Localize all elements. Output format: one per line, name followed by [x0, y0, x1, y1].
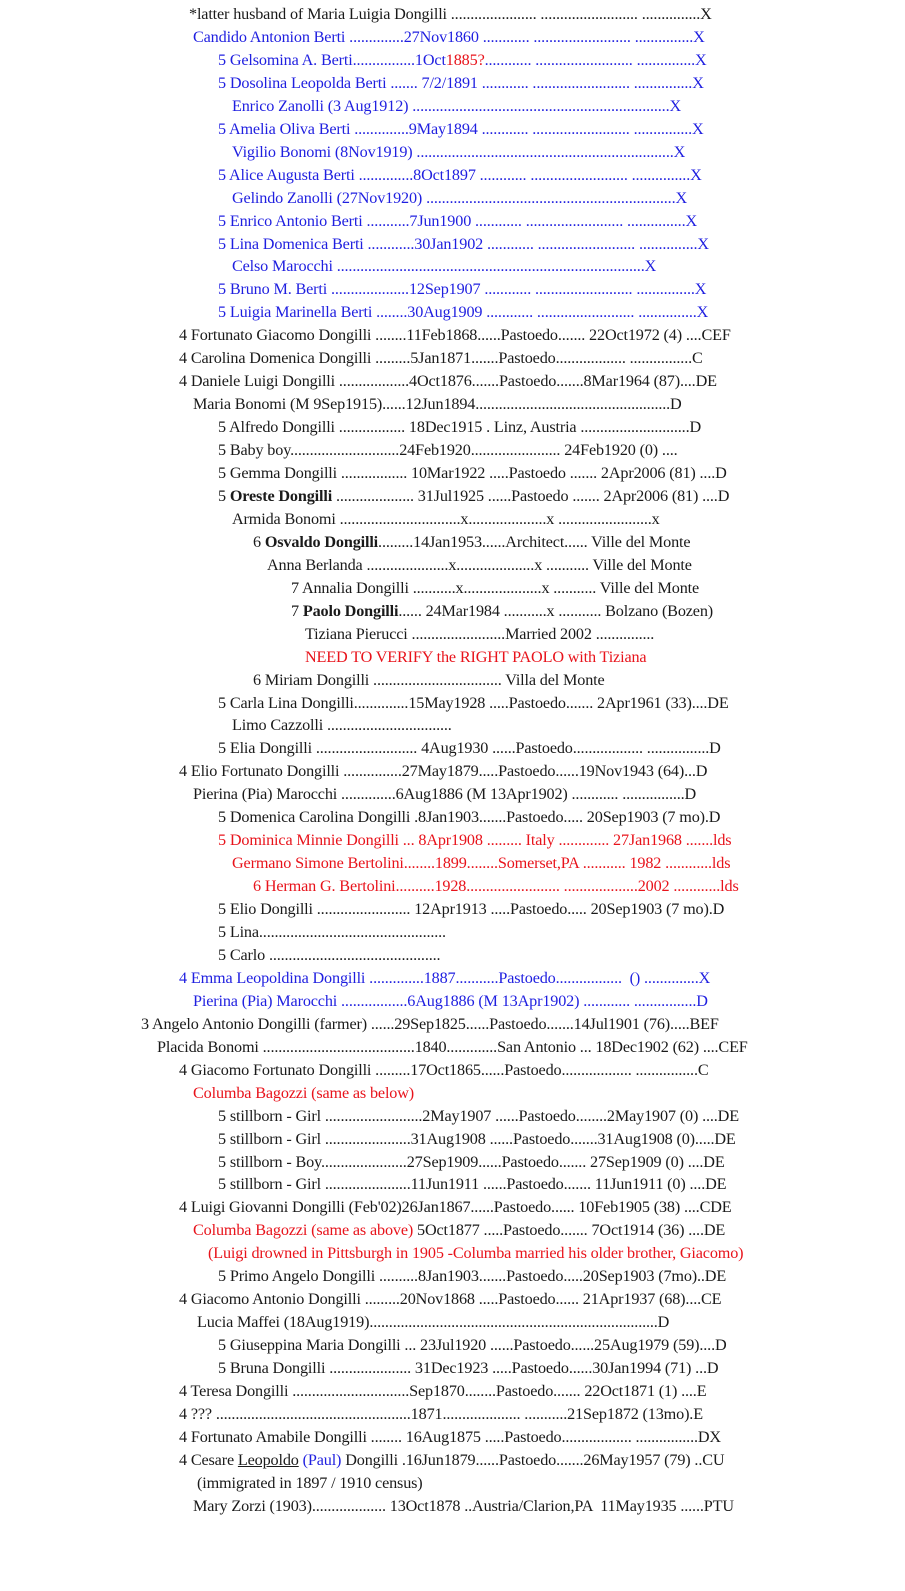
record-text: 5 Amelia Oliva Berti ..............9May1894 ............ ......................... ...............X — [218, 119, 704, 138]
record-line — [218, 1358, 718, 1378]
record-text: Mary Zorzi (1903)................... 13Oct1878 ..Austria/Clarion,PA 11May1935 ......PTU — [193, 1496, 734, 1515]
record-line — [179, 1427, 721, 1447]
record-line — [193, 1496, 734, 1516]
record-text: Celso Marocchi ...............................................................................X — [232, 257, 657, 276]
record-text: 5 Dominica Minnie Dongilli ... 8Apr1908 ......... Italy ............. 27Jan1968 .......lds — [218, 831, 732, 850]
record-line — [179, 1381, 706, 1401]
record-line — [232, 853, 730, 873]
record-line — [179, 1450, 724, 1470]
record-text: 5Oct1877 .....Pastoedo....... 7Oct1914 (36) ....DE — [413, 1221, 726, 1240]
record-text: 5 Primo Angelo Dongilli ..........8Jan1903.......Pastoedo.....20Sep1903 (7mo)..DE — [218, 1267, 727, 1286]
record-text: ............ ......................... ...............X — [484, 50, 707, 69]
record-text: 5 Elio Dongilli ........................ 12Apr1913 .....Pastoedo..... 20Sep1903 (7 mo).D — [218, 900, 725, 919]
record-text: Columba Bagozzi (same as above) — [193, 1221, 414, 1240]
record-line — [218, 211, 697, 231]
record-text: Placida Bonomi .......................................1840.............San Antonio ... 18Dec1902 (62) ....CEF — [157, 1037, 748, 1056]
record-line — [179, 761, 707, 781]
record-text: (Luigi drowned in Pittsburgh in 1905 -Columba married his older brother, Giacomo) — [208, 1244, 744, 1263]
record-text: 5 Carlo ............................................ — [218, 945, 441, 964]
record-text: 5 Gemma Dongilli ................. 10Mar1922 .....Pastoedo ....... 2Apr2006 (81) ....D — [218, 464, 727, 482]
record-line — [267, 555, 692, 575]
record-text: Dongilli .16Jun1879......Pastoedo.......26May1957 (79) ..CU — [341, 1450, 725, 1469]
record-text: 4 ??? ..................................................1871.................... ...........21Sep1872 (13mo).E — [179, 1404, 703, 1423]
record-text: Lucia Maffei (18Aug1919)..........................................................................D — [197, 1313, 670, 1332]
record-line — [179, 325, 731, 345]
record-line — [232, 509, 660, 529]
record-text: 6 Miriam Dongilli ................................. Villa del Monte — [253, 670, 605, 689]
record-text: 7 Annalia Dongilli ...........x....................x ........... Ville del Monte — [291, 578, 700, 597]
record-line — [305, 624, 654, 644]
record-text: Anna Berlanda .....................x....................x ........... Ville del Monte — [267, 555, 692, 574]
record-text: Vigilio Bonomi (8Nov1919) ..................................................................X — [232, 142, 686, 161]
record-text: 5 Baby boy............................24Feb1920....................... 24Feb1920 (0) .... — [218, 441, 678, 460]
record-text: Tiziana Pierucci ........................Married 2002 ............... — [305, 624, 655, 643]
record-text: 5 Alfredo Dongilli ................. 18Dec1915 . Linz, Austria ............................D — [218, 418, 702, 437]
record-line — [218, 899, 724, 919]
record-text: Oreste Dongilli — [229, 486, 333, 505]
record-line — [218, 50, 707, 70]
record-text: ...... 24Mar1984 ...........x ........... Bolzano (Bozen) — [398, 601, 714, 620]
record-text: 4 Daniele Luigi Dongilli ..................4Oct1876.......Pastoedo.......8Mar1964 (87)....DE — [179, 372, 717, 391]
record-text: Maria Bonomi (M 9Sep1915)......12Jun1894..................................................D — [193, 395, 682, 414]
record-line — [218, 1266, 726, 1286]
record-text: Pierina (Pia) Marocchi ..............6Aug1886 (M 13Apr1902) ............ ................D — [193, 785, 697, 804]
record-text: 4 Emma Leopoldina Dongilli ..............1887...........Pastoedo................. () ..............X — [179, 968, 711, 987]
record-line — [218, 1106, 739, 1126]
record-line — [218, 693, 729, 713]
record-line — [218, 1129, 736, 1149]
record-line — [232, 188, 687, 208]
record-text: 5 Domenica Carolina Dongilli .8Jan1903.......Pastoedo..... 20Sep1903 (7 mo).D — [218, 808, 721, 827]
record-text: 5 stillborn - Girl ......................11Jun1911 ......Pastoedo....... 11Jun1911 (0) ....DE — [218, 1175, 727, 1194]
record-text: 5 Carla Lina Dongilli..............15May1928 .....Pastoedo....... 2Apr1961 (33)....DE — [218, 693, 729, 712]
record-text: Enrico Zanolli (3 Aug1912) ..................................................................X — [232, 96, 682, 115]
record-text: Candido Antonion Berti ..............27Nov1860 ............ ......................... ...............X — [193, 27, 705, 46]
record-line — [218, 922, 446, 942]
record-line — [218, 73, 704, 93]
record-line — [189, 4, 712, 24]
record-line — [253, 532, 690, 552]
record-text: Columba Bagozzi (same as below) — [193, 1083, 415, 1102]
record-text: .................... 31Jul1925 ......Pastoedo ....... 2Apr2006 (81) ....D — [332, 486, 730, 505]
record-line — [179, 371, 717, 391]
record-text: 5 Gelsomina A. Berti................1Oct — [218, 50, 446, 69]
record-line — [253, 876, 739, 896]
record-text: 5 Elia Dongilli .......................... 4Aug1930 ......Pastoedo.................. ................D — [218, 739, 721, 758]
record-text: 5 Giuseppina Maria Dongilli ... 23Jul1920 ......Pastoedo......25Aug1979 (59)....D — [218, 1336, 727, 1355]
record-text: 5 stillborn - Girl .........................2May1907 ......Pastoedo........2May1907 (0) ....DE — [218, 1106, 739, 1125]
record-line — [218, 302, 708, 322]
record-line — [218, 234, 709, 254]
record-text: 5 Bruna Dongilli ..................... 31Dec1923 .....Pastoedo......30Jan1994 (71) ...D — [218, 1359, 719, 1378]
record-line — [232, 142, 685, 162]
record-line — [193, 1220, 725, 1240]
record-line — [193, 784, 696, 804]
record-line — [232, 96, 681, 116]
record-text: Limo Cazzolli ................................ — [232, 716, 452, 735]
record-line — [218, 279, 706, 299]
record-line — [218, 1152, 725, 1172]
record-text: 7 — [291, 601, 303, 620]
record-line — [232, 256, 656, 276]
record-text: Osvaldo Dongilli — [264, 532, 379, 551]
record-text: 4 Elio Fortunato Dongilli ...............27May1879.....Pastoedo......19Nov1943 (64)...D — [179, 762, 708, 781]
record-text: Paolo Dongilli — [302, 601, 399, 620]
record-line — [218, 440, 678, 460]
record-text: 4 Carolina Domenica Dongilli .........5Jan1871.......Pastoedo.................. ................C — [179, 349, 703, 368]
record-text: 5 stillborn - Girl ......................31Aug1908 ......Pastoedo.......31Aug1908 (0).....DE — [218, 1129, 736, 1148]
record-text: Pierina (Pia) Marocchi .................6Aug1886 (M 13Apr1902) ............ ................D — [193, 991, 708, 1010]
record-text: 4 Fortunato Giacomo Dongilli ........11Feb1868......Pastoedo....... 22Oct1972 (4) ....CEF — [179, 326, 731, 345]
record-line — [193, 991, 708, 1011]
record-line — [193, 394, 682, 414]
record-text: .........14Jan1953......Architect...... Ville del Monte — [378, 532, 691, 551]
record-line — [218, 945, 440, 965]
record-text: 4 Giacomo Fortunato Dongilli .........17Oct1865......Pastoedo.................. ................C — [179, 1060, 709, 1079]
record-line — [218, 463, 727, 483]
record-line — [197, 1312, 669, 1332]
record-text: 4 Fortunato Amabile Dongilli ........ 16Aug1875 .....Pastoedo.................. ................DX — [179, 1427, 721, 1446]
record-line — [141, 1014, 719, 1034]
record-text: 5 — [218, 486, 230, 505]
record-line — [193, 27, 705, 47]
record-line — [179, 968, 710, 988]
record-text: 3 Angelo Antonio Dongilli (farmer) ......29Sep1825......Pastoedo.......14Jul1901 (76).....BEF — [141, 1014, 719, 1033]
record-text: 1885? — [445, 50, 485, 69]
record-line — [208, 1243, 743, 1263]
record-text: 5 Dosolina Leopolda Berti ....... 7/2/1891 ............ ......................... ...............X — [218, 73, 704, 92]
record-line — [193, 1083, 414, 1103]
record-line — [291, 601, 713, 621]
record-line — [218, 486, 729, 506]
record-line — [179, 1289, 721, 1309]
record-line — [218, 119, 704, 139]
record-line — [305, 647, 646, 667]
record-line — [179, 1404, 703, 1424]
record-line — [179, 1197, 732, 1217]
record-line — [218, 417, 701, 437]
record-line — [218, 830, 731, 850]
record-text: 5 Bruno M. Berti ....................12Sep1907 ............ ......................... ...............X — [218, 280, 707, 299]
record-text: *latter husband of Maria Luigia Dongilli ...................... ......................... ...............X — [189, 5, 712, 23]
record-line — [218, 165, 702, 185]
record-text: 4 Teresa Dongilli ..............................Sep1870........Pastoedo....... 22Oct1871 (1) ....E — [179, 1382, 707, 1400]
record-text: 4 Luigi Giovanni Dongilli (Feb'02)26Jan1867......Pastoedo...... 10Feb1905 (38) ....CDE — [179, 1198, 732, 1217]
record-text: 4 Giacomo Antonio Dongilli .........20Nov1868 .....Pastoedo...... 21Apr1937 (68)....CE — [179, 1290, 722, 1309]
record-text: NEED TO VERIFY the RIGHT PAOLO with Tiziana — [305, 647, 647, 666]
record-text: 5 Lina................................................ — [218, 923, 446, 941]
record-line — [253, 670, 605, 690]
record-text: (Paul) — [302, 1450, 342, 1469]
record-text: (immigrated in 1897 / 1910 census) — [197, 1473, 423, 1492]
record-line — [179, 348, 703, 368]
record-text: Leopoldo — [237, 1450, 299, 1469]
record-line — [218, 738, 721, 758]
record-line — [157, 1037, 748, 1057]
record-text: Armida Bonomi ...............................x....................x ........................x — [232, 509, 660, 528]
record-text: 5 Alice Augusta Berti ..............8Oct1897 ............ ......................... ...............X — [218, 165, 702, 184]
record-text: Gelindo Zanolli (27Nov1920) ................................................................X — [232, 188, 688, 207]
record-text: Germano Simone Bertolini........1899........Somerset,PA ........... 1982 ............lds — [232, 854, 731, 873]
record-line — [218, 1174, 726, 1194]
record-text: 5 Enrico Antonio Berti ...........7Jun1900 ............ ......................... ...............X — [218, 211, 698, 230]
record-text: 5 Luigia Marinella Berti ........30Aug1909 ............ ......................... ...............X — [218, 303, 709, 322]
record-line — [218, 807, 720, 827]
record-line — [218, 1335, 727, 1355]
record-text: 5 stillborn - Boy......................27Sep1909......Pastoedo....... 27Sep1909 (0) ....DE — [218, 1152, 725, 1171]
record-line — [179, 1060, 709, 1080]
record-line — [291, 578, 699, 598]
record-text: 4 Cesare — [179, 1450, 238, 1469]
record-text: 5 Lina Domenica Berti ............30Jan1902 ............ ......................... ...............X — [218, 234, 709, 253]
record-line — [232, 715, 452, 735]
record-line — [197, 1473, 423, 1493]
record-text: 6 Herman G. Bertolini..........1928........................ ...................2002 ............lds — [253, 877, 739, 896]
record-text: 6 — [253, 532, 265, 551]
